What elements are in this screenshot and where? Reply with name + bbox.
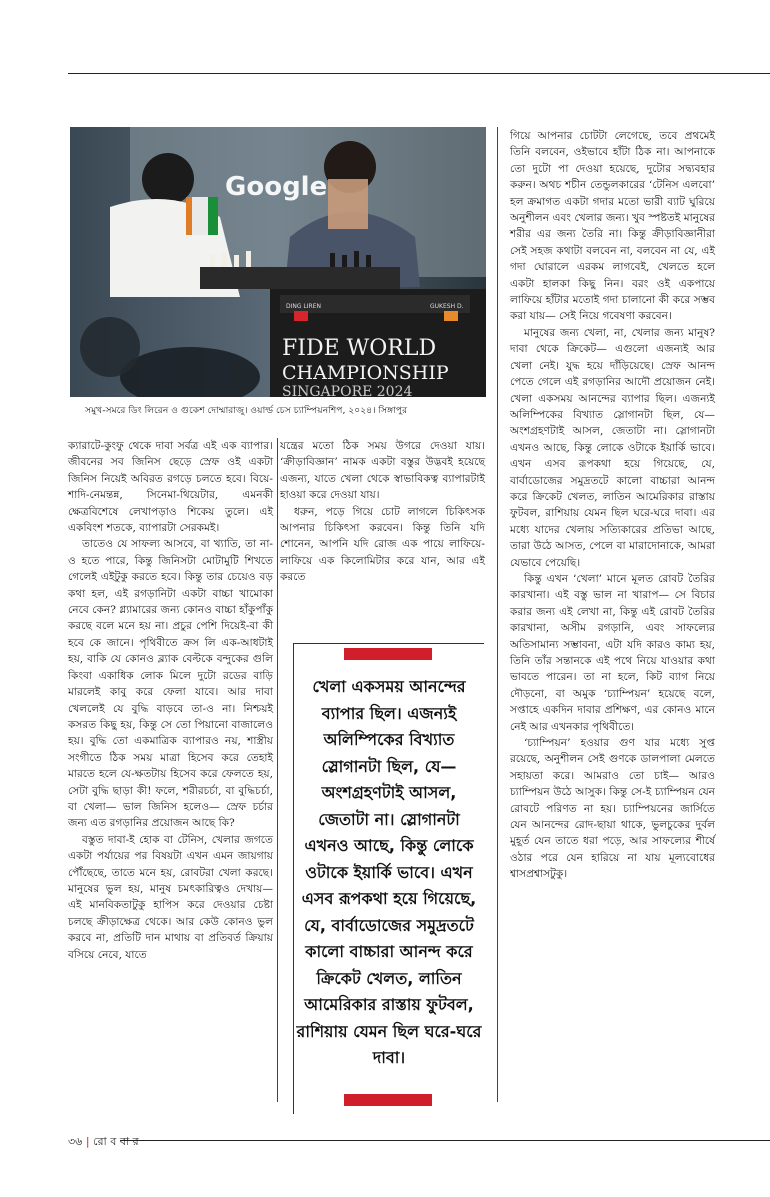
pull-quote-box xyxy=(293,643,484,1114)
pull-quote: খেলা একসময় আনন্দের ব্যাপার ছিল। এজন্যই অলিম্পিকের বিখ্যাত স্লোগানটা ছিল, যে— অংশগ্রহণটাই আসল, জেতাটা না। স্লোগানটা এখনও আছে, কিন্তু লোকে ওটাকে ইয়ার্কি ভাবে। এখন এসব রূপকথা হয়ে গিয়েছে, যে, বার্বাডোজের সমুদ্রতটে কালো বাচ্চারা আনন্দ করে ক্রিকেট খেলত, লাতিন আমেরিকার রাস্তায় ফুটবল, রাশিয়ায় যেমন ছিল ঘরে-ঘরে দাবা। xyxy=(296,677,482,1067)
top-rule xyxy=(68,73,770,74)
paragraph: যন্ত্রের মতো ঠিক সময় উগরে দেওয়া যায়। ‘ক্রীড়াবিজ্ঞান’ নামক একটা বস্তুর উদ্ভবই হয়েছে এজন্য, যাতে খেলা থেকে স্বাভাবিকত্ব ব্যাপারটাই হাওয়া করে দেওয়া যায়। xyxy=(280,440,485,502)
paragraph: তাতেও যে সাফল্য আসবে, বা খ্যাতি, তা না-ও হতে পারে, কিন্তু জিনিসটা মোটামুটি শিখতে গেলেই এইটুকু করতে হবে। কিন্তু তার চেয়েও বড় কথা হল, এই রগড়ানিটা একটা বাচ্চা খামোকা নেবে কেন? গ্ল্যামারের জন্য কোনও বাচ্চা হাঁকুপাঁকু করছে বলে মনে হয় না। প্রচুর পেশি দিয়েই-বা কী হবে কে জানে। পৃথিবীতে ক্রস লি এক-আধটাই হয়, বাকি যে কোনও ব্ল্যাক বেল্টকে বন্দুকের গুলি কিংবা একাধিক লোক মিলে দুটো রডের বাড়ি মারলেই কাবু করে ফেলা যাবে। আর দাবা খেললেই যে বুদ্ধি বাড়বে তা-ও না। নিশ্চয়ই কসরত কিছু হয়, কিন্তু সে তো পিয়ানো বাজালেও হয়। বুদ্ধি তো একমাত্রিক ব্যাপারও নয়, শাস্ত্রীয় সংগীতে ঠিক সময় মাত্রা হিসেব করে তেহাই মারতে হলে যে-ক্ষতটায় হিসেব করে ফেলতে হয়, সেটা বুদ্ধি ছাড়া কী! ফলে, শরীরচর্চা, বা বুদ্ধিচর্চা, বা খেলা— ভাল জিনিস হলেও— স্রেফ চর্চার জন্য এত রগড়ানির প্রয়োজন আছে কি? xyxy=(68,538,273,830)
article-column-left xyxy=(68,438,273,963)
column-divider xyxy=(277,438,278,1102)
pull-quote-accent-bar xyxy=(344,1094,432,1106)
player-left-label: DING LIREN xyxy=(286,303,321,310)
paragraph: ধরুন, পড়ে গিয়ে চোট লাগলে চিকিৎসক আপনার চিকিৎসা করবেন। কিন্তু তিনি যদি শোনেন, আপনি যদি রোজ এক পায়ে লাফিয়ে-লাফিয়ে এক কিলোমিটার করে যান, আর এই করতে xyxy=(280,505,485,584)
banner-line-2: CHAMPIONSHIP xyxy=(282,362,449,384)
chess-photo-illustration xyxy=(70,127,486,397)
article-column-right xyxy=(510,128,715,883)
column-divider xyxy=(497,127,498,1102)
footer-separator: | xyxy=(85,1135,90,1148)
banner-line-3: SINGAPORE 2024 xyxy=(282,384,413,397)
chess-photo xyxy=(70,127,486,397)
page-footer xyxy=(68,1133,139,1152)
paragraph: ‘চ্যাম্পিয়ন’ হওয়ার গুণ যার মধ্যে সুপ্ত রয়েছে, অনুশীলন সেই গুণকে ডালপালা মেলতে সহায়তা করে। আমরাও তো চাই— আরও চ্যাম্পিয়ন উঠে আসুক। কিন্তু সে-ই চ্যাম্পিয়ন যেন রোবটে পরিণত না হয়। চ্যাম্পিয়নের জার্সিতে যেন আনন্দের রোদ-ছায়া থাকে, ভুলচুকের দুর্বল মুহূর্ত যেন তাতে ধরা পড়ে, আর সাফল্যের শীর্ষে ওঠার পরে যেন হারিয়ে না যায় মূল্যবোধের শ্বাসপ্রশ্বাসটুকু। xyxy=(510,737,715,881)
paragraph: মানুষের জন্য খেলা, না, খেলার জন্য মানুষ? দাবা থেকে ক্রিকেট— এগুলো এজন্যই আর খেলা নেই। যুদ্ধ হয়ে দাঁড়িয়েছে। স্রেফ আনন্দ পেতে গেলে এই রগড়ানির আদৌ প্রয়োজন নেই। খেলা একসময় আনন্দের ব্যাপার ছিল। এজন্যই অলিম্পিকের বিখ্যাত স্লোগানটা ছিল, যে— অংশগ্রহণটাই আসল, জেতাটা না। স্লোগানটা এখনও আছে, কিন্তু লোকে ওটাকে ইয়ার্কি ভাবে। এখন এসব রূপকথা হয়ে গিয়েছে, যে, বার্বাডোজের সমুদ্রতটে কালো বাচ্চারা আনন্দ করে ক্রিকেট খেলত, লাতিন আমেরিকার রাস্তায় ফুটবল, রাশিয়ায় যেমন ছিল ঘরে-ঘরে দাবা। এর মধ্যে যাদের খেলায় সত্যিকারের প্রতিভা আছে, তারা উঠে আসত, পেলে বা মারাদোনাকে, আমরা যেভাবে পেয়েছি। xyxy=(510,326,715,569)
bottom-rule xyxy=(120,1140,770,1141)
paragraph: কিন্তু এখন ‘খেলা’ মানে মূলত রোবট তৈরির কারখানা। এই বস্তু ভাল না খারাপ— সে বিচার করার জন্য এই লেখা না, কিন্তু এই রোবট তৈরির কারখানা, অসীম রগড়ানি, এবং সাফল্যের অতিসামান্য সম্ভাবনা, এটা যদি কারও কাম্য হয়, তিনি তাঁর সন্তানকে এই পথে নিয়ে যাওয়ার কথা ভাবতে পারেন। তা না হলে, কিট ব্যাগ নিয়ে দৌড়নো, বা অমুক ‘চ্যাম্পিয়ন’ হয়েছে বলে, সপ্তাহে একদিন দাবার প্রশিক্ষণ, এর কোনও মানে নেই আর এখনকার পৃথিবীতে। xyxy=(510,572,715,733)
pull-quote-accent-bar xyxy=(344,648,432,660)
article-column-middle xyxy=(280,438,485,586)
player-right-label: GUKESH D. xyxy=(430,303,464,310)
google-logo-text: Google xyxy=(225,172,328,202)
paragraph: ক্যারাটে-কুংফু থেকে দাবা সর্বত্র এই এক ব্যাপার। জীবনের সব জিনিস ছেড়ে স্রেফ ওই একটা জিনিস নিয়েই অবিরত রগড়ে চলতে হবে। বিয়ে-শাদি-নেমন্তন্ন, সিনেমা-থিয়েটার, এমনকী ক্ষেত্রবিশেষে লেখাপড়াও শিকেয় তুলে। এই একবিংশ শতকে, ব্যাপারটা সেরকমই। xyxy=(68,440,273,535)
paragraph: বস্তুত দাবা-ই হোক বা টেনিস, খেলার জগতে একটা পর্যায়ের পর বিষয়টা এখন এমন জায়গায় পৌঁছেছে, তাতে মনে হয়, রোবটরা খেলা করছে। মানুষের ভুল হয়, মানুষ চমৎকারিত্বও দেখায়— এই মানবিকতাটুকু হাপিস করে দেওয়ার চেষ্টা চলছে ক্রীড়াক্ষেত্র থেকে। আর কেউ কোনও ভুল করবে না, প্রতিটি দান মাথায় বা প্রতিবর্ত ক্রিয়ায় বসিয়ে নেবে, যাতে xyxy=(68,833,273,961)
magazine-name: রো ব বা র xyxy=(93,1135,139,1148)
banner-line-1: FIDE WORLD xyxy=(282,336,437,361)
page-number: ৩৬ xyxy=(68,1135,83,1148)
paragraph: গিয়ে আপনার চোটটা লেগেছে, তবে প্রথমেই তিনি বলবেন, ওইভাবে হাঁটা ঠিক না। আপনাকে তো দুটো পা দেওয়া হয়েছে, দুটোর সদ্ব্যবহার করুন। অথচ শচীন তেন্ডুলকারের ‘টেনিস এলবো’ হল ক্রমাগত একটা গদার মতো ভারী ব্যাট ঘুরিয়ে অনুশীলন এবং খেলার জন্য। খুব স্পষ্টতই মানুষের শরীর এর জন্য তৈরি না। কিন্তু ক্রীড়াবিজ্ঞানীরা সেই সহজ কথাটা বলবেন না, বলবেন না যে, এই গদা ঘোরালে এরকম লাগবেই, খেলতে হলে একটা হালকা কিছু নিন। বরং ওই একপায়ে লাফিয়ে হাঁটার মতোই গদা চালানো কী করে সম্ভব করা যায়— সেই নিয়ে গবেষণা করবেন। xyxy=(510,130,715,323)
photo-caption: সমুখ-সমরে ডিং লিরেন ও গুকেশ দোম্মারাজু। ওয়ার্ল্ড চেস চ্যাম্পিয়নশিপ, ২০২৪। সিঙ্গাপুর xyxy=(85,405,408,416)
